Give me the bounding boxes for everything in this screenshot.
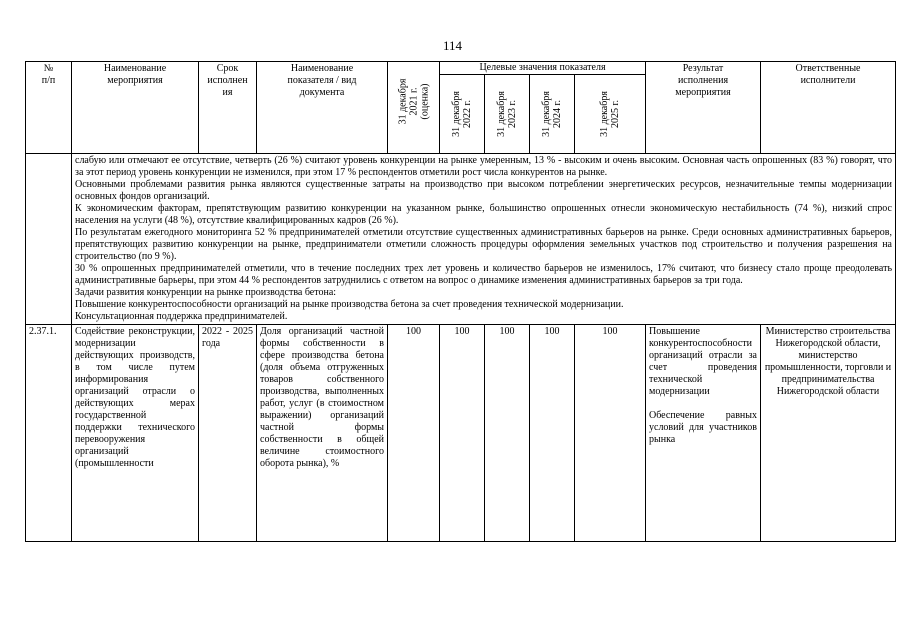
narrative-paragraph: Консультационная поддержка предпринимателей. bbox=[75, 311, 288, 322]
row-result bbox=[646, 325, 761, 542]
row-value-2024: 100 bbox=[530, 325, 575, 542]
row-value-2025: 100 bbox=[575, 325, 646, 542]
row-result-line: Повышение конкурентоспособности организаций отрасли за счет проведения технической модернизации bbox=[649, 326, 757, 397]
header-num: № п/п bbox=[26, 62, 72, 154]
narrative-paragraph: Основными проблемами развития рынка являются существенные затраты на производство при высоком потреблении энергетических ресурсов, незначительные темпы модернизации основных фондов организаций. bbox=[75, 179, 892, 202]
narrative-cell bbox=[72, 154, 896, 325]
row-value-2023: 100 bbox=[485, 325, 530, 542]
header-2023: 31 декабря 2023 г. bbox=[485, 75, 530, 154]
header-result: Результат исполнения мероприятия bbox=[646, 62, 761, 154]
narrative-paragraph: 30 % опрошенных предпринимателей отметили, что в течение последних трех лет уровень и количество барьеров не изменилось, 17% считают, что бизнесу стало проще преодолевать административные барьеры, при этом 44 % респондентов затруднились с ответом на вопрос о динамике изменения административных барьеров за три года. bbox=[75, 263, 892, 286]
header-term: Срок исполнен ия bbox=[199, 62, 257, 154]
row-num: 2.37.1. bbox=[26, 325, 72, 542]
narrative-paragraph: Повышение конкурентоспособности организаций на рынке производства бетона за счет проведения технической модернизации. bbox=[75, 299, 624, 310]
header-2024: 31 декабря 2024 г. bbox=[530, 75, 575, 154]
header-responsible: Ответственные исполнители bbox=[761, 62, 896, 154]
measures-table bbox=[25, 61, 896, 542]
row-name: Содействие реконструкции, модернизации действующих производств, в том числе путем информирования организаций отрасли о действующих мерах государственной поддержки технического перевооружения организаций (промышленности bbox=[72, 325, 199, 542]
header-2021: 31 декабря 2021 г. (оценка) bbox=[388, 62, 440, 154]
header-indicator: Наименование показателя / вид документа bbox=[257, 62, 388, 154]
row-responsible: Министерство строительства Нижегородской области, министерство промышленности, торговли и предпринимательства Нижегородской области bbox=[761, 325, 896, 542]
row-indicator: Доля организаций частной формы собственности в сфере производства бетона (доля объема отгруженных товаров собственного производства, выполненных работ, услуг (в стоимостном выражении) организаций частной формы собственности в общей величине стоимостного оборота рынка), % bbox=[257, 325, 388, 542]
narrative-paragraph: К экономическим факторам, препятствующим развитию конкуренции на указанном рынке, большинство опрошенных отнесли экономическую нестабильность (74 %), низкий спрос населения на услуги (48 %), отсутствие квалифицированных кадров (26 %). bbox=[75, 203, 892, 226]
narrative-paragraph: слабую или отмечают ее отсутствие, четверть (26 %) считают уровень конкуренции на рынке умеренным, 13 % - высоким и очень высоким. Основная часть опрошенных (83 %) говорят, что за этот период уровень конкуренции не изменился, при этом 17 % респондентов отметили рост числа конкурентов на рынке. bbox=[75, 155, 892, 178]
row-term: 2022 - 2025 года bbox=[199, 325, 257, 542]
page-number: 114 bbox=[442, 38, 463, 53]
narrative-paragraph: По результатам ежегодного мониторинга 52 % предпринимателей отметили отсутствие существенных административных барьеров на рынке. Среди основных административных барьеров, препятствующих развитию конкуренции на рынке, предприниматели отметили сложность процедуры оформления земельных участков под строительство и получения разрешения на строительство (по 9 %). bbox=[75, 227, 892, 262]
header-2025: 31 декабря 2025 г. bbox=[575, 75, 646, 154]
narrative-num-cell bbox=[26, 154, 72, 325]
header-target-values: Целевые значения показателя bbox=[440, 62, 646, 75]
row-value-2021: 100 bbox=[388, 325, 440, 542]
row-value-2022: 100 bbox=[440, 325, 485, 542]
narrative-paragraph: Задачи развития конкуренции на рынке производства бетона: bbox=[75, 287, 337, 298]
header-2022: 31 декабря 2022 г. bbox=[440, 75, 485, 154]
header-name: Наименование мероприятия bbox=[72, 62, 199, 154]
row-result-line: Обеспечение равных условий для участников рынка bbox=[649, 410, 757, 445]
